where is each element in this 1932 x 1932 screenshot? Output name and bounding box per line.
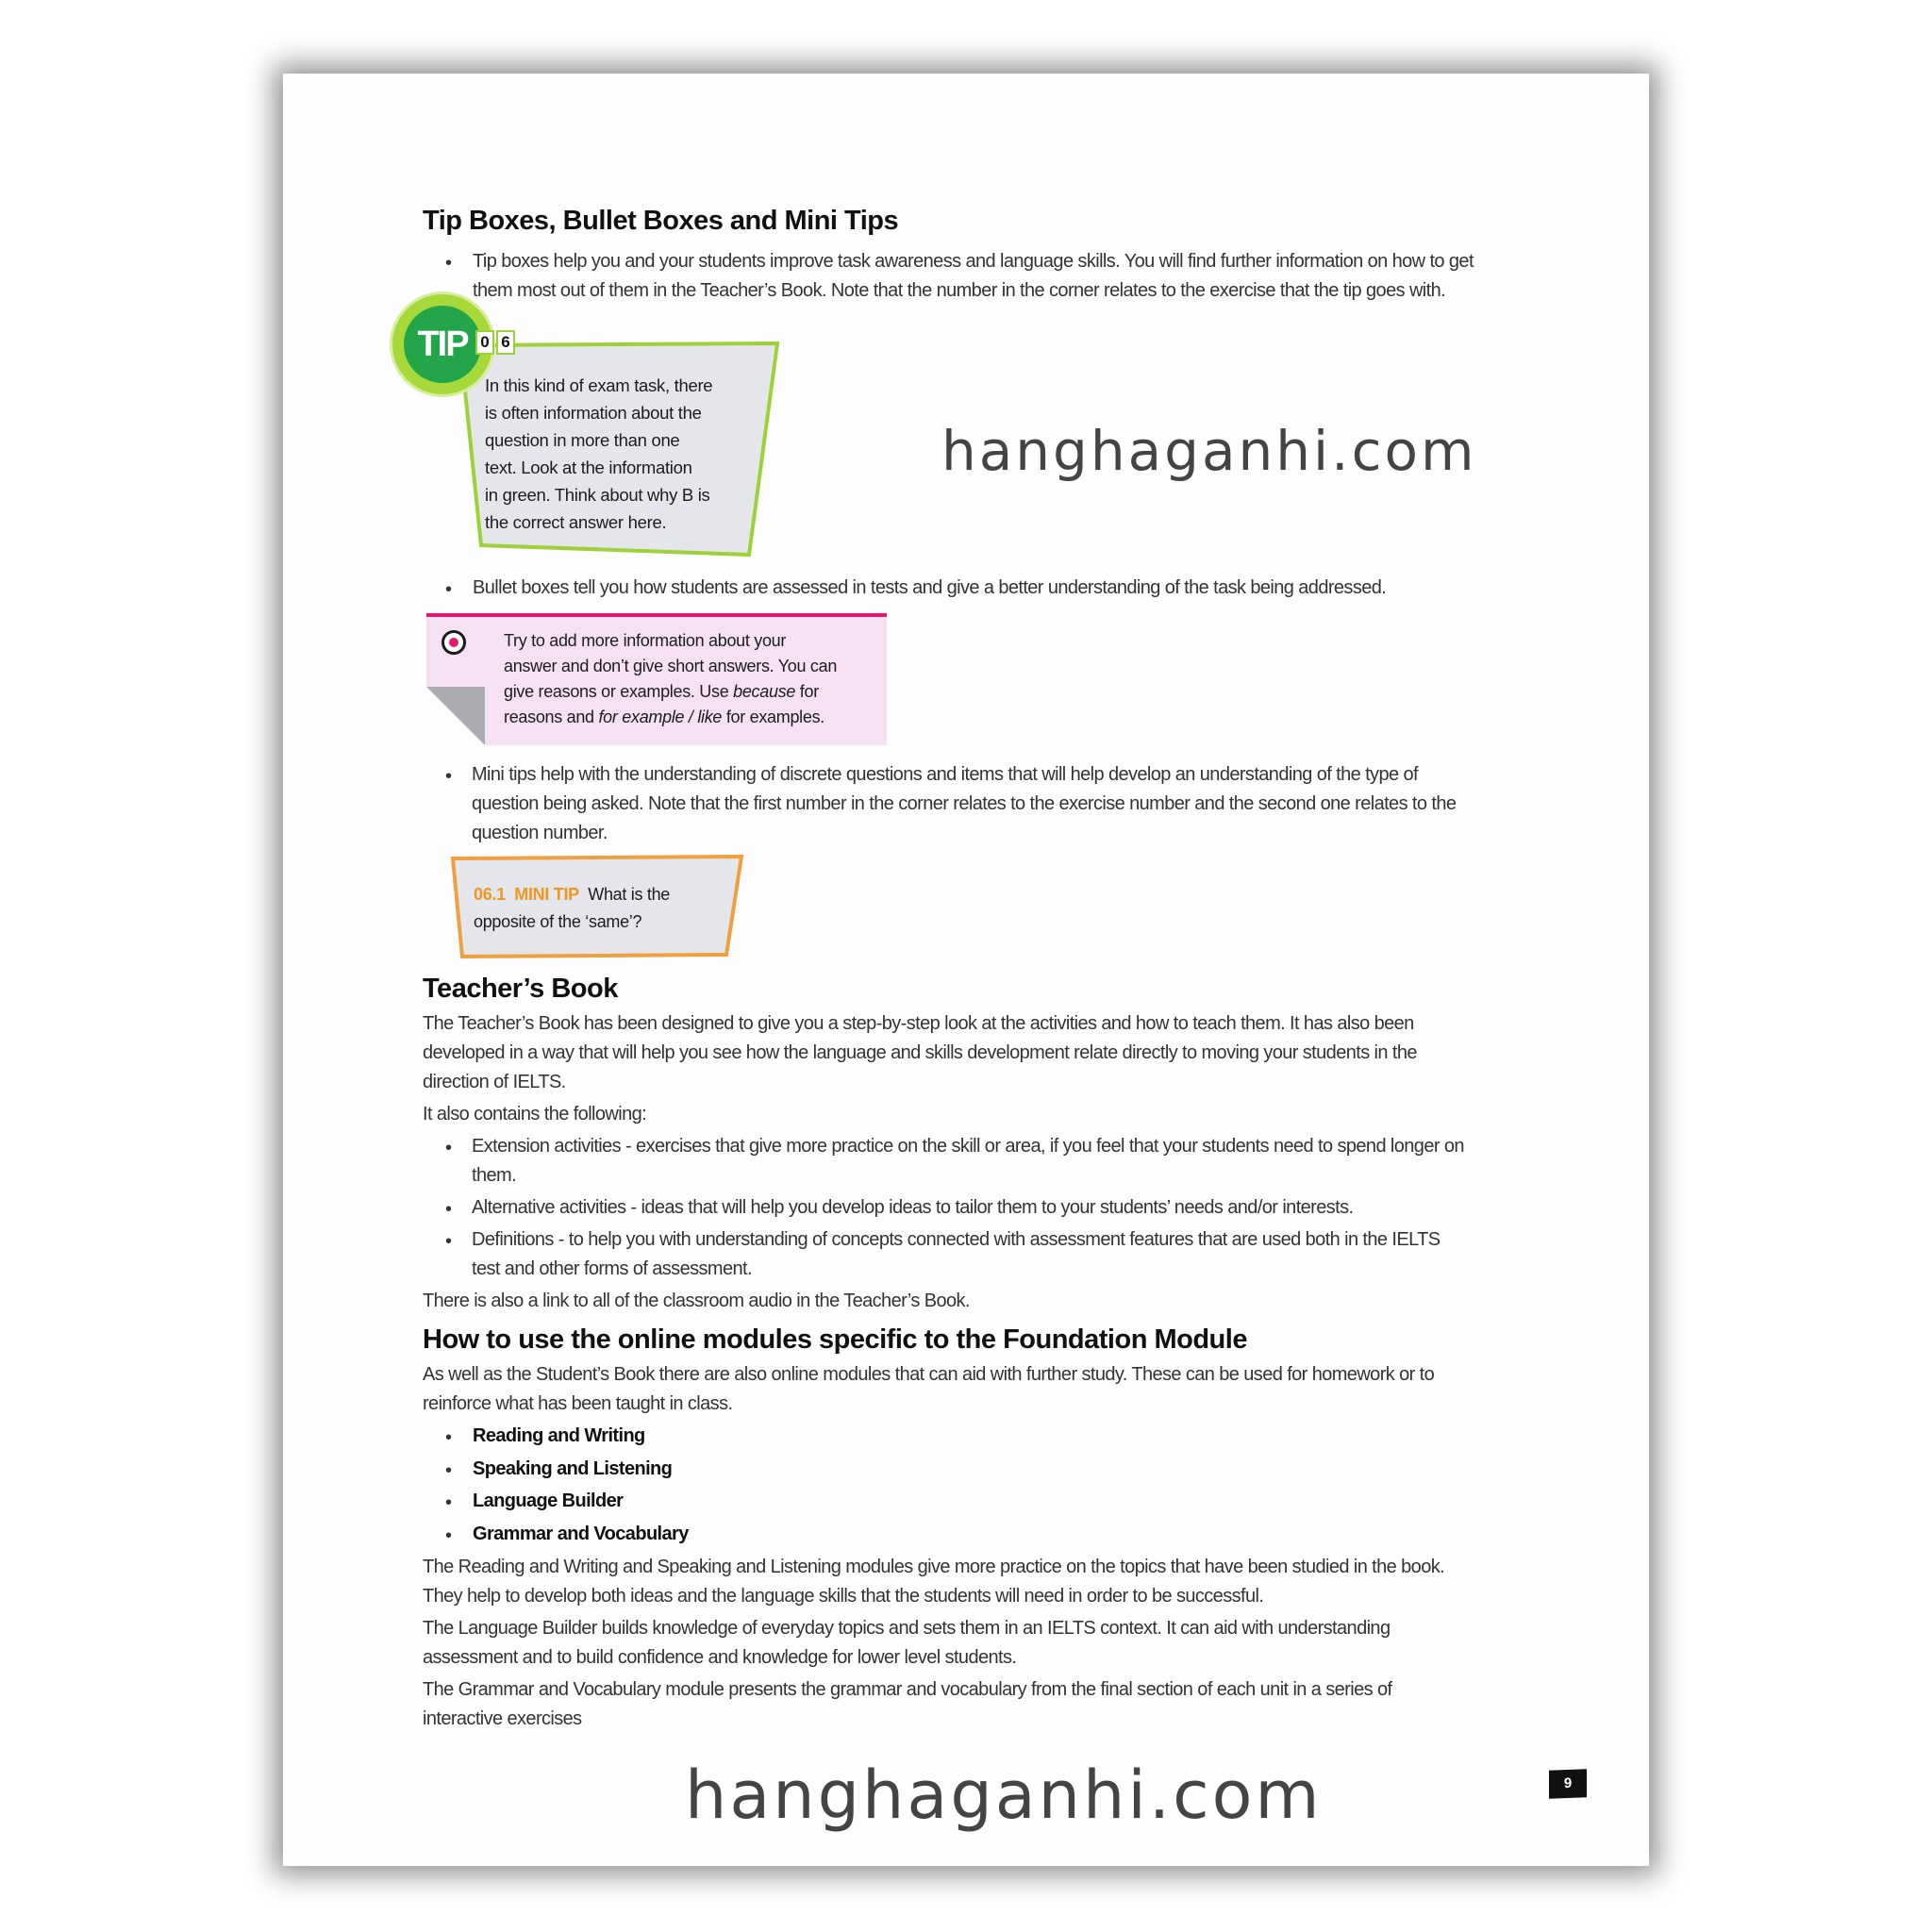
mini-tip-line-1 [474,881,670,908]
mini-tip-line-2: opposite of the ‘same’? [474,912,642,931]
teachers-book-item-1-line-1: Extension activities - exercises that give more practice on the skill or area, if you feel that your students need to spend longer on [472,1136,1464,1157]
target-icon [441,630,466,655]
mini-tip-intro-line-1: Mini tips help with the understanding of discrete questions and items that will help develop an understanding of the type of [472,764,1418,785]
bullet-box-intro: Bullet boxes tell you how students are assessed in tests and give a better understanding of the task being addressed. [473,577,1387,598]
tip-line: In this kind of exam task, there [485,375,713,395]
bullet-icon: • [445,1492,453,1513]
tip-number-digit: 6 [496,330,515,355]
tip-line: question in more than one [485,430,680,450]
mini-tip-label: MINI TIP [514,885,579,904]
section-heading-teachers-book: Teacher’s Book [423,974,618,1004]
mini-tip-question: What is the [588,885,671,904]
section-heading-tips: Tip Boxes, Bullet Boxes and Mini Tips [423,206,899,236]
bullet-icon: • [445,766,453,787]
bullet-icon: • [445,1138,453,1158]
online-modules-intro-line-2: reinforce what has been taught in class. [423,1393,733,1414]
tip-badge-label: TIP [404,306,481,383]
text: for examples. [722,708,824,726]
page-number: 9 [1549,1769,1587,1798]
teachers-book-item-1-line-2: them. [472,1165,517,1186]
tip-number [475,330,515,353]
bullet-box-text [504,628,881,730]
mini-tip-intro-line-3: question number. [472,823,608,843]
tip-box-text [485,372,749,536]
bullet-box-line [504,679,881,705]
teachers-book-contains: It also contains the following: [423,1104,647,1124]
teachers-book-para-line-3: direction of IELTS. [423,1072,566,1092]
document-page [289,77,1647,1862]
online-modules-intro-line-1: As well as the Student’s Book there are also online modules that can aid with further study. These can be used for homework or to [423,1364,1435,1385]
bullet-box-line: answer and don’t give short answers. You can [504,657,838,675]
bullet-icon: • [445,1199,453,1220]
online-modules-para2-line-1: The Language Builder builds knowledge of everyday topics and sets them in an IELTS context. It can aid with understanding [423,1618,1391,1639]
watermark-text: hanghaganhi.com [685,1757,1323,1834]
bullet-box-line: Try to add more information about your [504,631,787,650]
bullet-box-line [504,705,881,730]
module-item-grammar-vocabulary: Grammar and Vocabulary [473,1524,689,1544]
module-item-reading-writing: Reading and Writing [473,1425,645,1446]
mini-tip-text [474,881,670,936]
tip-intro-line-1: Tip boxes help you and your students improve task awareness and language skills. You will find further information on how to get [473,251,1474,272]
teachers-book-item-2-line-1: Alternative activities - ideas that will help you develop ideas to tailor them to your students’ needs and/or interests. [472,1197,1354,1218]
tip-intro-line-2: them most out of them in the Teacher’s Book. Note that the number in the corner relates to the exercise that the tip goes with. [473,280,1446,301]
text: give reasons or examples. Use [504,682,734,701]
teachers-book-para-line-1: The Teacher’s Book has been designed to give you a step-by-step look at the activities and how to teach them. It has also been [423,1013,1414,1034]
italic-text: because [733,682,796,701]
bullet-icon: • [445,1525,453,1546]
online-modules-para3-line-1: The Grammar and Vocabulary module presents the grammar and vocabulary from the final section of each unit in a series of [423,1679,1392,1700]
online-modules-para3-line-2: interactive exercises [423,1708,582,1729]
online-modules-para1-line-1: The Reading and Writing and Speaking and Listening modules give more practice on the topics that have been studied in the book. [423,1557,1445,1577]
section-heading-online-modules: How to use the online modules specific to the Foundation Module [423,1324,1247,1355]
text: reasons and [504,708,599,726]
watermark-text: hanghaganhi.com [941,419,1477,483]
module-item-speaking-listening: Speaking and Listening [473,1458,673,1479]
tip-line: is often information about the [485,403,702,423]
bullet-icon: • [445,1460,453,1481]
teachers-book-para-line-2: developed in a way that will help you see how the language and skills development relate directly to moving your students in the [423,1042,1417,1063]
tip-line: in green. Think about why B is [485,485,710,505]
online-modules-para1-line-2: They help to develop both ideas and the language skills that the students will need in order to be successful. [423,1586,1264,1607]
tip-number-digit: 0 [475,330,494,355]
bullet-icon: • [445,253,453,274]
teachers-book-item-3-line-2: test and other forms of assessment. [472,1258,752,1279]
text: for [795,682,819,701]
teachers-book-item-3-line-1: Definitions - to help you with understanding of concepts connected with assessment features that are used both in the IELTS [472,1229,1441,1250]
module-item-language-builder: Language Builder [473,1491,624,1511]
tip-line: the correct answer here. [485,512,667,532]
bullet-icon: • [445,1427,453,1448]
mini-tip-intro-line-2: question being asked. Note that the first number in the corner relates to the exercise number and the second one relates to the [472,793,1457,814]
bullet-icon: • [445,1231,453,1252]
italic-text: for example / like [598,708,723,726]
tip-line: text. Look at the information [485,458,692,477]
bullet-icon: • [445,579,453,600]
teachers-book-audio-note: There is also a link to all of the classroom audio in the Teacher’s Book. [423,1291,970,1311]
online-modules-para2-line-2: assessment and to build confidence and knowledge for lower level students. [423,1647,1017,1668]
mini-tip-number: 06.1 [474,885,506,904]
